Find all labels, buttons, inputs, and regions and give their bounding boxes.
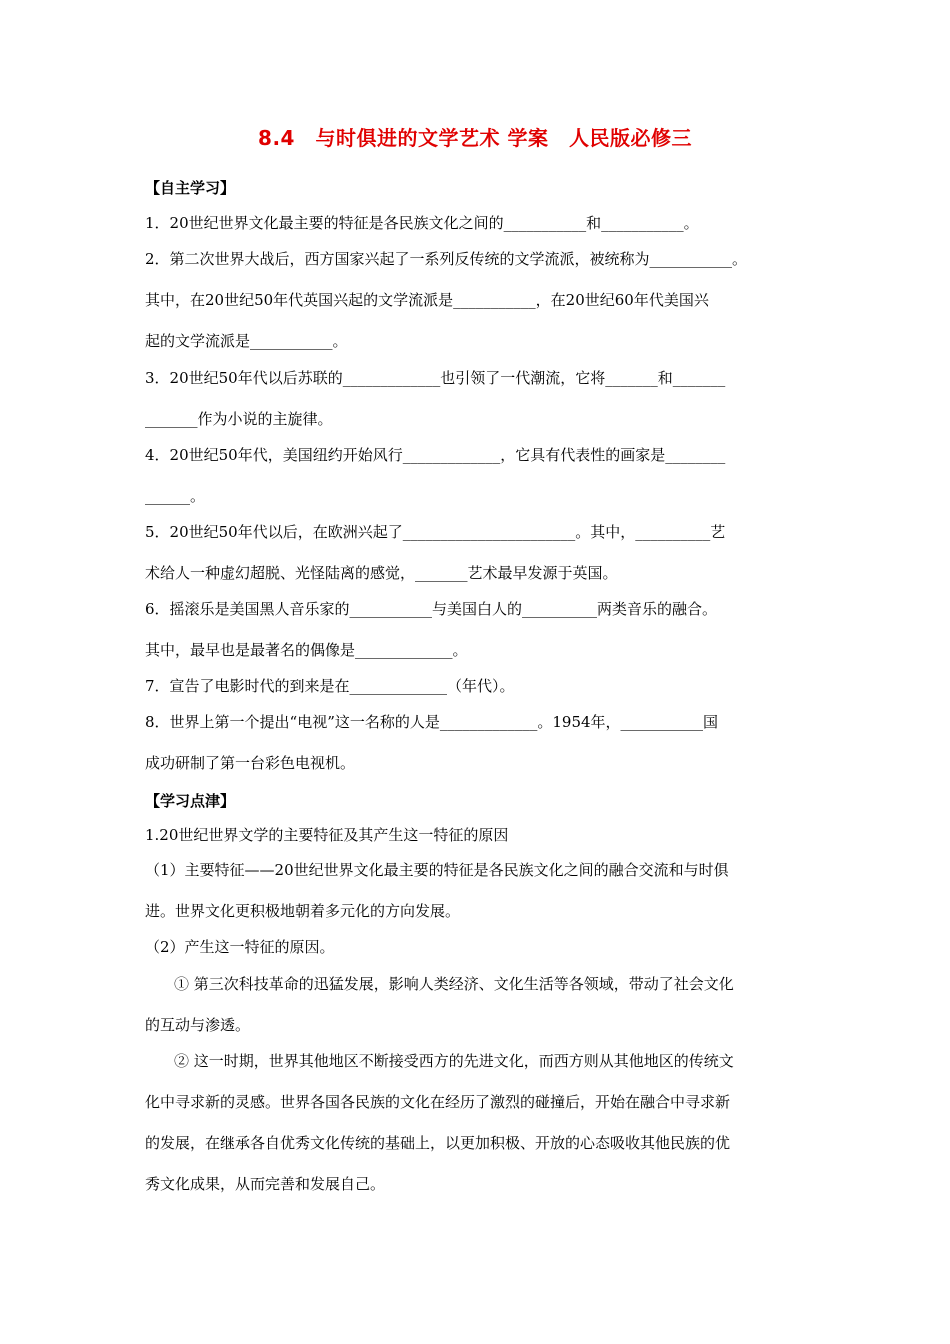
key-point-line: ① 第三次科技革命的迅猛发展，影响人类经济、文化生活等各领域，带动了社会文化 xyxy=(174,975,734,993)
question-line: 术给人一种虚幻超脱、光怪陆离的感觉，_______艺术最早发源于英国。 xyxy=(145,564,618,582)
key-point-line: 的发展，在继承各自优秀文化传统的基础上，以更加积极、开放的心态吸收其他民族的优 xyxy=(145,1134,731,1152)
question-line: 5．20世纪50年代以后，在欧洲兴起了_______________________。其中，__________艺 xyxy=(145,523,726,541)
question-line: _______作为小说的主旋律。 xyxy=(145,410,333,428)
question-line: 成功研制了第一台彩色电视机。 xyxy=(145,754,356,772)
document-title: 8.4 与时俱进的文学艺术 学案 人民版必修三 xyxy=(258,126,692,150)
key-point-line: （2）产生这一特征的原因。 xyxy=(145,938,335,956)
key-point-line: 的互动与渗透。 xyxy=(145,1016,251,1034)
question-line: 其中，在20世纪50年代英国兴起的文学流派是___________，在20世纪60年代美国兴 xyxy=(145,291,709,309)
key-point-line: 秀文化成果，从而完善和发展自己。 xyxy=(145,1175,386,1193)
key-point-line: （1）主要特征——20世纪世界文化最主要的特征是各民族文化之间的融合交流和与时俱 xyxy=(145,861,729,879)
question-line: 8．世界上第一个提出“电视”这一名称的人是_____________。1954年，___________国 xyxy=(145,713,719,731)
question-line: 4．20世纪50年代，美国纽约开始风行_____________，它具有代表性的画家是________ xyxy=(145,446,726,464)
question-line: 1．20世纪世界文化最主要的特征是各民族文化之间的___________和___________。 xyxy=(145,214,699,232)
question-line: 其中，最早也是最著名的偶像是_____________。 xyxy=(145,641,468,659)
question-line: ______。 xyxy=(145,487,206,505)
key-point-line: 化中寻求新的灵感。世界各国各民族的文化在经历了激烈的碰撞后，开始在融合中寻求新 xyxy=(145,1093,731,1111)
question-line: 3．20世纪50年代以后苏联的_____________也引领了一代潮流，它将_______和_______ xyxy=(145,369,726,387)
question-line: 起的文学流派是___________。 xyxy=(145,332,348,350)
question-line: 7．宣告了电影时代的到来是在_____________（年代）。 xyxy=(145,677,515,695)
question-line: 6．摇滚乐是美国黑人音乐家的___________与美国白人的__________两类音乐的融合。 xyxy=(145,600,718,618)
key-point-line: ② 这一时期，世界其他地区不断接受西方的先进文化，而西方则从其他地区的传统文 xyxy=(174,1052,734,1070)
section-heading-key-points: 【学习点津】 xyxy=(145,792,236,810)
question-line: 2．第二次世界大战后，西方国家兴起了一系列反传统的文学流派，被统称为___________。 xyxy=(145,250,748,268)
key-point-line: 进。世界文化更积极地朝着多元化的方向发展。 xyxy=(145,902,461,920)
section-heading-self-study: 【自主学习】 xyxy=(145,179,236,197)
key-point-line: 1.20世纪世界文学的主要特征及其产生这一特征的原因 xyxy=(145,826,509,844)
